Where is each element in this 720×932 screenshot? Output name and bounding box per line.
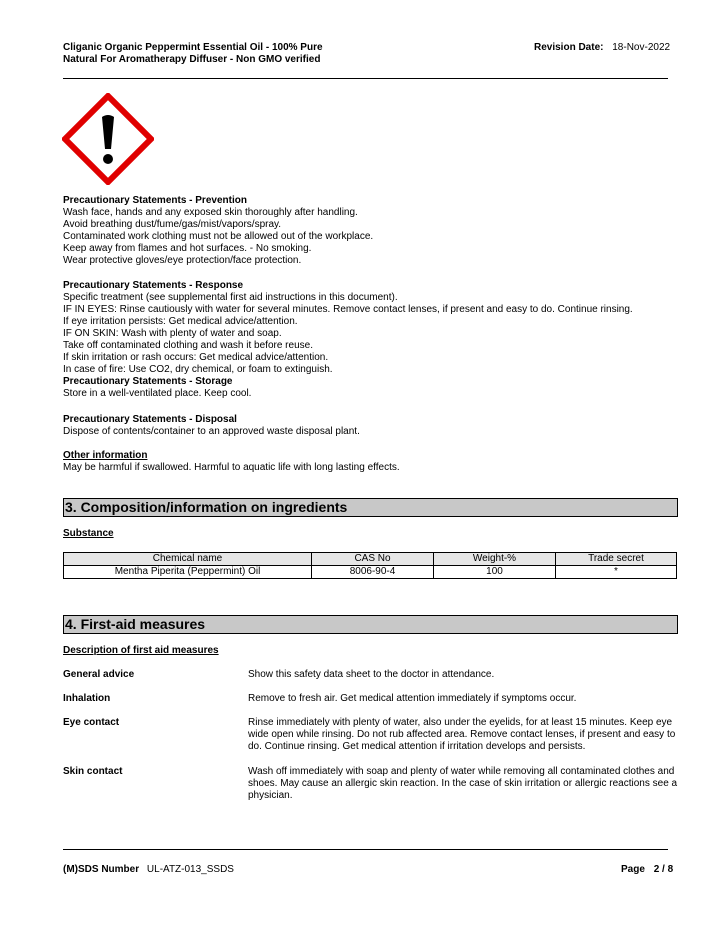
response-line: Take off contaminated clothing and wash it before reuse. <box>63 340 313 351</box>
response-line: Specific treatment (see supplemental first aid instructions in this document). <box>63 292 398 303</box>
header-product-name <box>63 42 323 66</box>
table-header-row <box>64 553 677 566</box>
response-line: In case of fire: Use CO2, dry chemical, or foam to extinguish. <box>63 364 333 375</box>
sds-number-label: (M)SDS Number <box>63 864 140 875</box>
prevention-line: Wash face, hands and any exposed skin thoroughly after handling. <box>63 207 358 218</box>
response-line: IF IN EYES: Rinse cautiously with water for several minutes. Remove contact lenses, if present and easy to do. Continue rinsing. <box>63 304 633 315</box>
section4-heading: 4. First-aid measures <box>63 615 678 634</box>
skin-contact-text: Wash off immediately with soap and plenty of water while removing all contaminated clothes and shoes. May cause an allergic skin reaction. In the case of skin irritation or allergic reactions see a physician. <box>248 766 678 801</box>
eye-contact-text: Rinse immediately with plenty of water, also under the eyelids, for at least 15 minutes. Keep eye wide open while rinsing. Do not rub affected area. Remove contact lenses, if present and easy to do. Continue rinsing. Get medical attention if irritation develops and persists. <box>248 717 676 752</box>
response-title: Precautionary Statements - Response <box>63 280 244 291</box>
composition-table <box>63 552 677 579</box>
header-product-line2: Natural For Aromatherapy Diffuser - Non GMO verified <box>63 54 321 65</box>
col-chemical-name: Chemical name <box>64 553 312 566</box>
response-line: If eye irritation persists: Get medical advice/attention. <box>63 316 298 327</box>
substance-label: Substance <box>63 528 114 539</box>
prevention-block <box>63 195 373 267</box>
prevention-line: Contaminated work clothing must not be allowed out of the workplace. <box>63 231 374 242</box>
revision-value: 18-Nov-2022 <box>612 42 671 53</box>
cell-weight: 100 <box>434 566 556 579</box>
disposal-title: Precautionary Statements - Disposal <box>63 414 237 425</box>
table-row <box>64 566 677 579</box>
header-divider <box>63 78 668 79</box>
col-trade-secret: Trade secret <box>556 553 677 566</box>
sds-number <box>63 864 234 876</box>
revision-label: Revision Date: <box>534 42 604 53</box>
response-line: IF ON SKIN: Wash with plenty of water and soap. <box>63 328 282 339</box>
sds-number-value: UL-ATZ-013_SSDS <box>146 864 234 875</box>
section3-heading: 3. Composition/information on ingredients <box>63 498 678 517</box>
response-block <box>63 280 633 400</box>
revision-date <box>534 42 670 54</box>
header-product-line1: Cliganic Organic Peppermint Essential Oil - 100% Pure <box>63 42 323 53</box>
page-label: Page <box>621 864 645 875</box>
general-advice-label: General advice <box>63 669 135 680</box>
prevention-line: Keep away from flames and hot surfaces. - No smoking. <box>63 243 312 254</box>
cell-cas-no: 8006-90-4 <box>312 566 434 579</box>
storage-title: Precautionary Statements - Storage <box>63 376 233 387</box>
prevention-line: Avoid breathing dust/fume/gas/mist/vapors/spray. <box>63 219 282 230</box>
footer-divider <box>63 849 668 850</box>
exclamation-mark-icon <box>62 93 154 185</box>
prevention-line: Wear protective gloves/eye protection/face protection. <box>63 255 302 266</box>
response-line: If skin irritation or rash occurs: Get medical advice/attention. <box>63 352 329 363</box>
general-advice-text: Show this safety data sheet to the doctor in attendance. <box>248 669 495 680</box>
other-info-block <box>63 450 400 474</box>
col-cas-no: CAS No <box>312 553 434 566</box>
eye-contact-label: Eye contact <box>63 717 120 728</box>
skin-contact-label: Skin contact <box>63 766 123 777</box>
cell-chemical-name: Mentha Piperita (Peppermint) Oil <box>64 566 312 579</box>
page-value: 2 / 8 <box>653 864 674 875</box>
storage-line: Store in a well-ventilated place. Keep cool. <box>63 388 252 399</box>
prevention-title: Precautionary Statements - Prevention <box>63 195 247 206</box>
col-weight: Weight-% <box>434 553 556 566</box>
cell-trade-secret: * <box>556 566 677 579</box>
inhalation-label: Inhalation <box>63 693 111 704</box>
first-aid-subtitle: Description of first aid measures <box>63 645 219 656</box>
other-info-text: May be harmful if swallowed. Harmful to aquatic life with long lasting effects. <box>63 462 400 473</box>
inhalation-text: Remove to fresh air. Get medical attention immediately if symptoms occur. <box>248 693 577 704</box>
other-info-title: Other information <box>63 450 148 461</box>
disposal-line: Dispose of contents/container to an approved waste disposal plant. <box>63 426 360 437</box>
disposal-block <box>63 414 360 438</box>
page-number <box>621 864 673 876</box>
